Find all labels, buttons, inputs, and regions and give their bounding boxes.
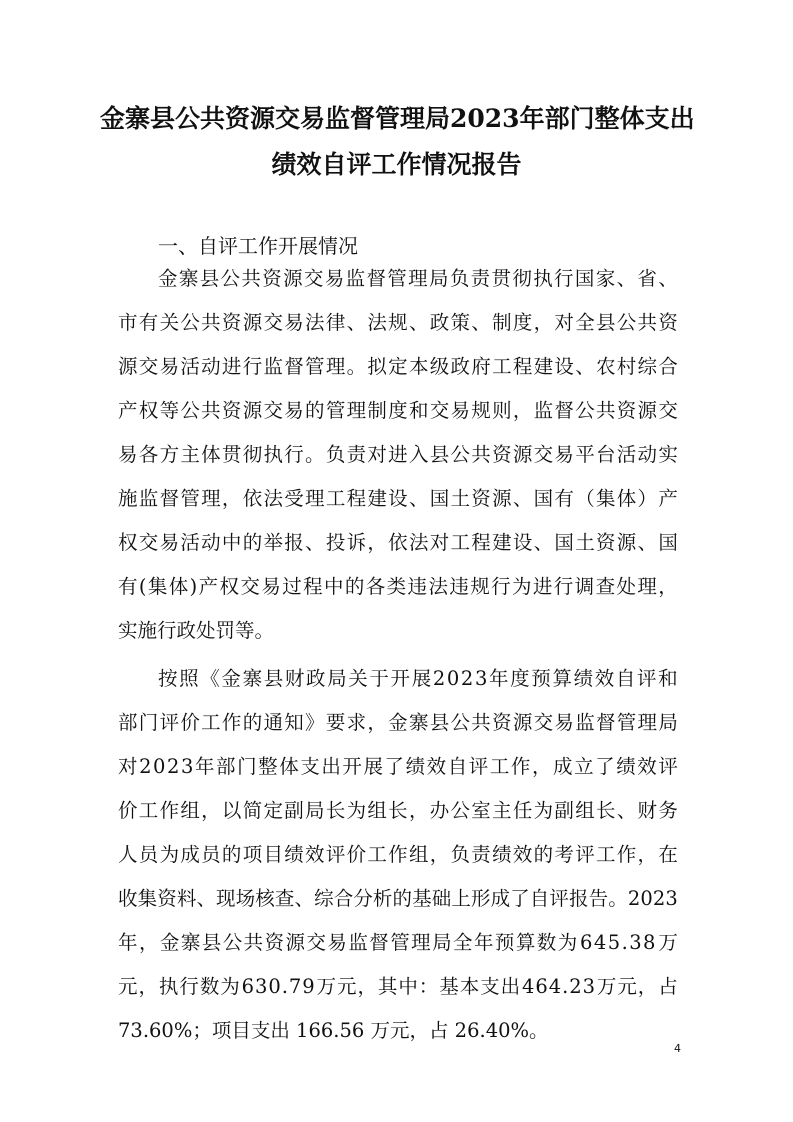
paragraph-1-line: 金 寨 县 公 共 资 源 交 易 监 督 管 理 局 负 责 贯 彻 执 行 国 家 、 省 、: [158, 267, 678, 290]
section-heading: 一、自评工作开展情况: [158, 234, 358, 258]
paragraph-2-line: 年 ， 金 寨 县 公 共 资 源 交 易 监 督 管 理 局 全 年 预 算 数 为 6 4 5 . 3 8 万: [118, 931, 678, 954]
report-title-line-1: 金寨县公共资源交易监督管理局2023年部门整体支出: [100, 104, 695, 133]
paragraph-2-line: 对 2 0 2 3 年 部 门 整 体 支 出 开 展 了 绩 效 自 评 工 作 ， 成 立 了 绩 效 评: [118, 755, 678, 778]
paragraph-1-line: 市 有 关 公 共 资 源 交 易 法 律 、 法 规 、 政 策 、 制 度 ， 对 全 县 公 共 资: [118, 311, 678, 334]
paragraph-2-line: 部 门 评 价 工 作 的 通 知 》 要 求 ， 金 寨 县 公 共 资 源 交 易 监 督 管 理 局: [118, 711, 678, 734]
report-title-line-2: 绩效自评工作情况报告: [271, 150, 522, 179]
paragraph-2-line: 收 集 资 料 、 现 场 核 查 、 综 合 分 析 的 基 础 上 形 成 了 自 评 报 告 。 2 0 2 3: [118, 887, 678, 910]
paragraph-1-line: 易 各 方 主 体 贯 彻 执 行 。 负 责 对 进 入 县 公 共 资 源 交 易 平 台 活 动 实: [118, 443, 678, 466]
paragraph-2-line: 元 ， 执 行 数 为 6 3 0 . 7 9 万 元 ， 其 中 ： 基 本 支 出 4 6 4 . 2 3 万 元 ， 占: [118, 975, 678, 998]
page-number: 4: [674, 1042, 681, 1055]
paragraph-1-line: 源 交 易 活 动 进 行 监 督 管 理 。 拟 定 本 级 政 府 工 程 建 设 、 农 村 综 合: [118, 355, 678, 378]
paragraph-2-line: 人 员 为 成 员 的 项 目 绩 效 评 价 工 作 组 ， 负 责 绩 效 的 考 评 工 作 ， 在: [118, 843, 678, 866]
paragraph-1-line: 施 监 督 管 理 ， 依 法 受 理 工 程 建 设 、 国 土 资 源 、 国 有 （ 集 体 ） 产: [118, 487, 678, 510]
paragraph-2-line: 价 工 作 组 ， 以 简 定 副 局 长 为 组 长 ， 办 公 室 主 任 为 副 组 长 、 财 务: [118, 799, 678, 822]
paragraph-1-line: 权 交 易 活 动 中 的 举 报 、 投 诉 ， 依 法 对 工 程 建 设 、 国 土 资 源 、 国: [118, 531, 678, 554]
paragraph-2-line: 按 照 《 金 寨 县 财 政 局 关 于 开 展 2 0 2 3 年 度 预 算 绩 效 自 评 和: [158, 667, 678, 690]
paragraph-1-line: 实施行政处罚等。: [118, 619, 275, 642]
paragraph-1-line: 产 权 等 公 共 资 源 交 易 的 管 理 制 度 和 交 易 规 则 ， 监 督 公 共 资 源 交: [118, 399, 678, 422]
paragraph-2-line: 73.60%；项目支出 166.56 万元，占 26.40%。: [118, 1019, 549, 1042]
paragraph-1-line: 有 ( 集 体 ) 产 权 交 易 过 程 中 的 各 类 违 法 违 规 行 为 进 行 调 查 处 理 ，: [118, 575, 678, 598]
